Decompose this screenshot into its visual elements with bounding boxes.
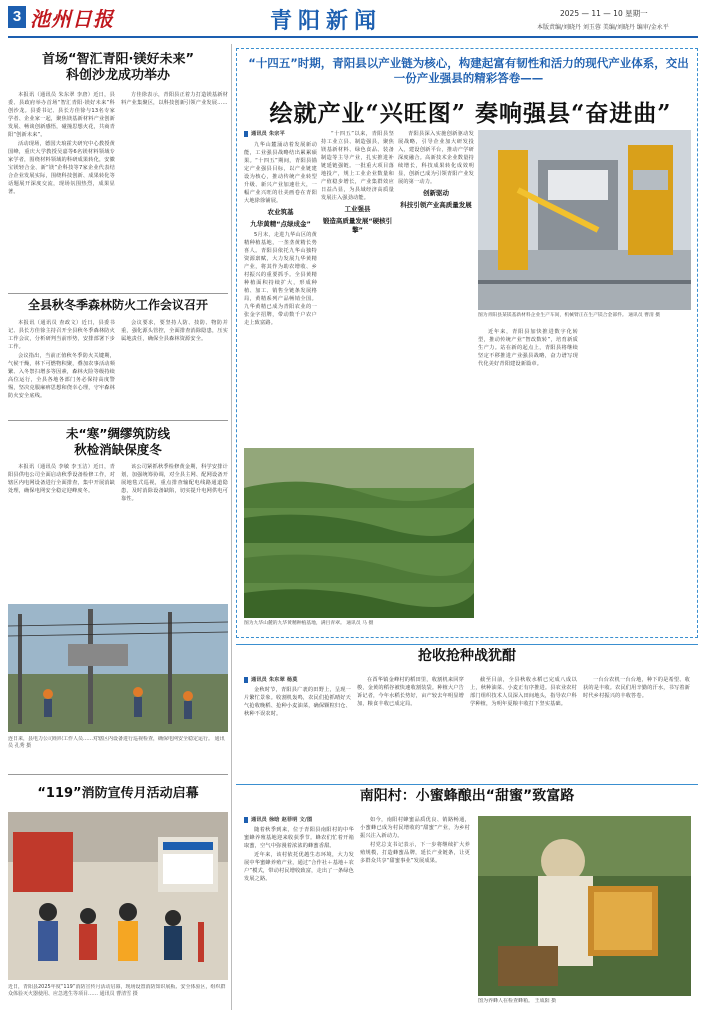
fire-safety-photo	[8, 812, 228, 980]
paragraph: 九华山麓涌动着发展新动能，工业强县战略结出累累硕果。“十四五”期间，青阳县锚定产业强县目标，以产业链建设为核心，推动传统产业转型升级、新兴产业加速壮大，一幅产业兴旺的壮美画卷在青阳大地徐徐铺展。	[244, 142, 317, 204]
harvest-top-rule	[236, 644, 698, 645]
harvest-col1	[244, 676, 351, 719]
column-divider	[231, 44, 232, 1010]
lead-body	[398, 130, 474, 186]
lead-title: 绘就产业“兴旺图” 奏响强县“奋进曲”	[269, 100, 672, 127]
honey-top-rule	[236, 784, 698, 785]
paragraph: 近年来，该村依托优越生态环境，大力发展中华蜜蜂养殖产业，通过“合作社＋基地＋农户”模式，带动村民增收致富，走出了一条绿色发展之路。	[244, 852, 354, 882]
story-body-col2	[121, 463, 228, 504]
fire-safety-caption: 近日，青阳县2025年度“119”消防宣传月活动启幕，现场设置消防知识展板、安全体验区，组织群众体验灭火器使用、应急逃生等项目…… 通讯员 曹清雪 摄	[8, 984, 226, 997]
beekeeper-photo-graphic	[478, 816, 691, 996]
masthead-rule	[8, 36, 698, 38]
lead-body	[478, 328, 578, 368]
power-grid-caption: 连日来，县电力公司组织工作人员……对辖区内设备进行巡视检查，确保电网安全稳定运行。 通讯员 孔秀 摄	[8, 736, 225, 749]
harvest-col2	[357, 676, 464, 719]
lead-body	[244, 231, 317, 327]
story-title-line1: 未“寒”绸缪筑防线	[66, 426, 170, 441]
story-body-col1	[8, 319, 115, 401]
plantation-photo	[244, 448, 474, 618]
honey-col1	[244, 816, 354, 884]
subhead: 科技引领产业高质量发展	[400, 201, 472, 209]
subhead: 九华黄精“点绿成金”	[250, 220, 311, 228]
byline	[244, 816, 354, 824]
paragraph: 近年来，青阳县加快推进数字化转型，推动传统产业“智改数转”，培育新质生产力。站在新的起点上，青阳县将继续坚定不移推进产业强县战略，奋力谱写现代化美好青阳建设新篇章。	[478, 329, 578, 367]
byline-marker	[244, 817, 248, 823]
power-grid-photo	[8, 604, 228, 732]
story-title: 全县秋冬季森林防火工作会议召开	[27, 298, 208, 312]
lead-intro	[244, 141, 317, 205]
harvest-header	[236, 648, 698, 672]
subhead: 工业强县	[344, 205, 371, 213]
story-fire-safety	[8, 786, 228, 808]
paragraph: 如今，南阳村蜂蜜品质优良、销路畅通，小蜜蜂已成为村民增收的“甜蜜”产业，为乡村振兴注入新动力。	[360, 817, 470, 839]
divider	[8, 420, 228, 421]
story-title-line2: 秋检消缺保度冬	[74, 441, 162, 457]
paragraph: 会议要求，要坚持人防、技防、物防并重，强化源头管控，全面排查消除隐患，压实属地责任，确保全县森林资源安全。	[121, 320, 228, 342]
paragraph: 会议指出，当前正值秋冬季防火关键期，气候干燥，林下可燃物积聚，叠加农事活动频繁、入冬祭扫增多等因素，森林火险等级持续高位运行，全县各地各部门务必保持高度警惕，坚决克服麻痹思想和侥幸心理，守牢森林防火安全底线。	[8, 353, 115, 399]
paragraph: 在酉华镇金峰村的稻田里，收割机来回穿梭，金黄的稻谷被快速收割装袋。种植大户告诉记者，今年水稻长势好，亩产较去年明显增加，粮食丰收已成定局。	[357, 677, 464, 707]
editor-credits: 本版责编/刘晓丹 刘玉蓉 美编/刘晓丹 编审/金永平	[537, 24, 669, 31]
paragraph: 本报讯（通讯员 查政文）近日，县委书记、县长方佳徐主持召开全县秋冬季森林防火工作会议，分析研判当前形势，安排部署下步工作。	[8, 320, 115, 350]
harvest-col4	[583, 676, 690, 719]
story-ai-salon	[8, 52, 228, 292]
section-title: 青阳新闻	[270, 8, 383, 34]
story-body-col2	[121, 319, 228, 401]
power-grid-photo-graphic	[8, 604, 228, 732]
byline-text: 通讯员 朱东翠 杨莫	[251, 677, 298, 683]
lead-column-3	[398, 130, 474, 440]
paragraph: 随着秋季到来，位于青阳县南阳村的中华蜜蜂养殖基地迎来收获季节。蜂农们忙着开箱取蜜，空气中弥漫着浓浓的蜂蜜香甜。	[244, 827, 354, 849]
subhead: 创新驱动	[423, 189, 449, 197]
story-body-col2	[121, 91, 228, 197]
honey-story	[244, 816, 474, 1006]
divider	[8, 293, 228, 294]
paragraph: “十四五”以来，青阳县坚持工业立县、制造强县，聚焦镁基新材料、绿色食品、装备制造等主导产业，扎实推进补链延链强链。一批重大项目落地投产，规上工业企业数量和产值稳步增长，产业集群效应日益凸显，为县域经济高质量发展注入强劲动能。	[321, 131, 394, 201]
page-number: 3	[8, 6, 26, 28]
factory-photo-caption: 图为青阳县某镁基新材料企业生产车间，机械臂正在生产镁合金部件。 通讯员 曹清 摄	[478, 313, 661, 318]
byline-text: 通讯员 朱宗平	[251, 131, 285, 137]
subhead: 锻造高质量发展“硬核引擎”	[322, 217, 393, 234]
paper-logo: 池州日报	[30, 7, 114, 31]
divider	[8, 774, 228, 775]
factory-photo	[478, 130, 691, 310]
story-body-col1	[8, 91, 115, 197]
lead-kicker: “十四五”时期，青阳县以产业链为核心，构建起富有韧性和活力的现代产业体系，交出一份产业强县的精彩答卷——	[248, 56, 689, 85]
paragraph: 金秋时节，青阳县广袤的田野上，呈现一片繁忙景象。收割机轰鸣，农民们抢抓晴好天气抢收晚稻、抢种小麦油菜，确保颗粒归仓、秋种不误农时。	[244, 687, 351, 717]
paragraph: 方佳徐表示，青阳县正着力打造镁基新材料产业集聚区，以科技创新引领产业发展……	[121, 91, 228, 106]
paragraph: 一台台农机一台台地，种下的是希望、收获的是丰收。农民们用辛勤的汗水，书写着新时代乡村振兴的丰收答卷。	[583, 677, 690, 699]
story-title: “119”消防宣传月活动启幕	[37, 786, 199, 801]
story-title-line2: 科创沙龙成功举办	[65, 68, 170, 84]
paragraph: 青阳县深入实施创新驱动发展战略，引导企业加大研发投入，建设创新平台，推动产学研深度融合。高新技术企业数量持续增长，科技成果转化成效明显，创新已成为引领青阳产业发展的第一动力。	[398, 131, 474, 185]
lead-column-4	[478, 328, 578, 448]
honey-col2	[360, 816, 470, 884]
paragraph: 5月末，走进九华山区的黄精种植基地，一垄垄黄精长势喜人。青阳县依托九华山独特资源禀赋，大力发展九华黄精产业，将其作为助农增收、乡村振兴的重要抓手。全县黄精种植面积持续扩大，形成种植、加工、销售全链条发展格局，黄精系列产品畅销全国。九华黄精已成为青阳农业的一张金字招牌，带动数千户农户走上致富路。	[244, 232, 317, 326]
masthead	[0, 0, 705, 40]
paragraph: 截至目前，全县秋收水稻已完成八成以上，秋种油菜、小麦正有序推进。县农业农村部门组织技术人员深入田间地头，指导农户科学种植，为明年夏粮丰收打下坚实基础。	[470, 677, 577, 707]
subhead: 农业筑基	[267, 208, 294, 216]
story-title-line1: 首场“智汇青阳·镁好未来”	[41, 52, 195, 67]
story-forest-fire	[8, 298, 228, 418]
paragraph: 本报讯（通讯员 朱东翠 李唐）近日，县委、县政府举办首场“智汇青阳·镁好未来”科创沙龙。县委书记、县长方佳徐与13名专家学者、企业家一起，聚焦镁基新材料产业创新发展、畅谈创新感悟，碰撞思想火花，共商青阳“创新未来”。	[8, 91, 115, 138]
byline-marker	[244, 131, 248, 137]
story-power-grid	[8, 426, 228, 600]
paragraph: 该公司紧抓秋季检修黄金期，科学安排计划，加强统筹协调，对全县主网、配网设备开展地毯式巡视，重点排查输配电线路通道隐患，及时消除设备缺陷，切实提升电网供电可靠性。	[121, 464, 228, 503]
byline	[244, 676, 351, 684]
factory-photo-graphic	[478, 130, 691, 310]
beekeeper-photo	[478, 816, 691, 996]
story-body-col1	[8, 463, 115, 504]
harvest-title: 抢收抢种战犹酣	[418, 648, 516, 664]
byline	[244, 130, 317, 138]
byline-marker	[244, 677, 248, 683]
paragraph: 村党总支书记表示，下一步将继续扩大养殖规模，打造蜂蜜品牌，延长产业链条，让更多群众共享“甜蜜事业”发展成果。	[360, 842, 470, 864]
lead-body	[321, 130, 394, 202]
paragraph: 活动现场，德国夫琅霍夫研究中心教授黄国峰，重庆大学教授吴嘉等6名镁材料领域专家学者，围绕材料领域的科研成果转化，安徽宝镁轻合金、新“镁”企科技等7家企业代表结合企业发展实际，围绕科技创新、成果转化等话题展开深度交流，现场氛围热烈，成果显著。	[8, 140, 115, 195]
plantation-photo-graphic	[244, 448, 474, 618]
byline-text: 通讯员 徐晗 赵菲明 文/图	[251, 817, 313, 823]
honey-header	[236, 788, 698, 812]
harvest-story	[244, 676, 692, 780]
issue-date: 2025 — 11 — 10 星期一	[560, 9, 648, 18]
honey-title: 南阳村：小蜜蜂酿出“甜蜜”致富路	[359, 788, 575, 804]
paragraph: 本报讯（通讯员 李敏 李玉洁）近日，青阳县供电公司全面启动秋季设备检修工作，对辖区内电网设备进行全面排查，集中开展消缺处理，确保电网安全稳定迎峰度冬。	[8, 464, 115, 495]
harvest-col3	[470, 676, 577, 719]
fire-safety-photo-graphic	[8, 812, 228, 980]
beekeeper-caption: 图为养蜂人在检查蜂箱。 王成阳 摄	[478, 998, 557, 1004]
plantation-photo-caption: 图为九华山麓的九华黄精种植基地，满目青翠。 通讯员 马 摄	[244, 621, 374, 626]
